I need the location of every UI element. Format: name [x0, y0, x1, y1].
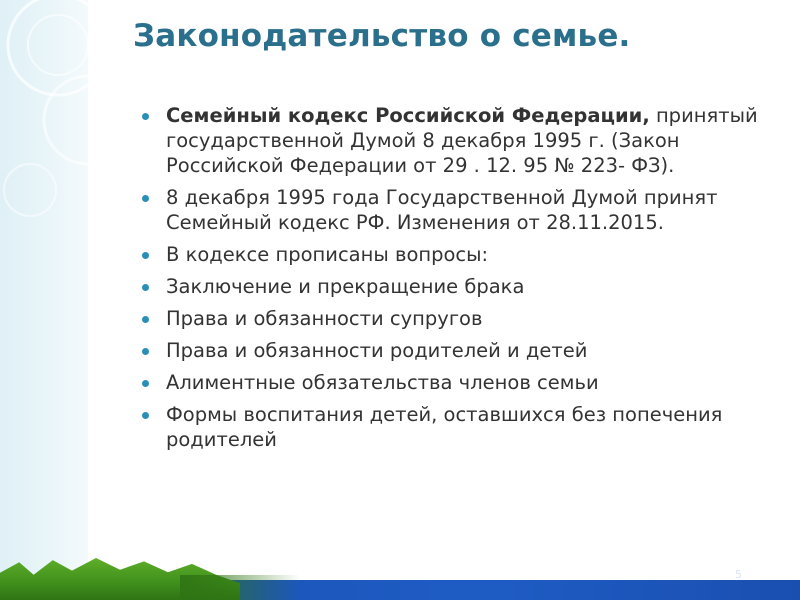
decorative-circles: [0, 0, 88, 600]
slide-title: Законодательство о семье.: [133, 18, 631, 54]
grass-fade-decoration: [180, 575, 300, 600]
bullet-icon: [142, 380, 149, 387]
list-item: [142, 370, 782, 395]
page-number: 5: [735, 568, 742, 581]
bullet-icon: [142, 195, 149, 202]
bullet-text: Права и обязанности родителей и детей: [166, 339, 588, 362]
bullet-list: [142, 103, 782, 459]
bullet-icon: [142, 412, 149, 419]
bullet-icon: [142, 284, 149, 291]
bullet-text: 8 декабря 1995 года Государственной Думой принят Семейный кодекс РФ. Изменения от 28.11.2015.: [166, 186, 718, 234]
list-item: [142, 103, 782, 178]
list-item: [142, 242, 782, 267]
list-item: [142, 338, 782, 363]
bullet-text: В кодексе прописаны вопросы:: [166, 243, 489, 266]
bullet-icon: [142, 316, 149, 323]
list-item: [142, 306, 782, 331]
bullet-text: Формы воспитания детей, оставшихся без попечения родителей: [166, 403, 723, 451]
bullet-text: Права и обязанности супругов: [166, 307, 483, 330]
list-item: [142, 274, 782, 299]
bullet-text: Алиментные обязательства членов семьи: [166, 371, 599, 394]
decorative-side-strip: [0, 0, 88, 600]
bullet-icon: [142, 348, 149, 355]
bullet-text: Заключение и прекращение брака: [166, 275, 525, 298]
list-item: [142, 402, 782, 452]
bullet-icon: [142, 113, 149, 120]
bullet-bold-text: Семейный кодекс Российской Федерации,: [166, 104, 650, 127]
bullet-text: принятый государственной Думой 8 декабря 1995 г. (Закон Российской Федерации от 29 . 12. 95 № 223- ФЗ).: [166, 104, 758, 177]
list-item: [142, 185, 782, 235]
bullet-icon: [142, 252, 149, 259]
